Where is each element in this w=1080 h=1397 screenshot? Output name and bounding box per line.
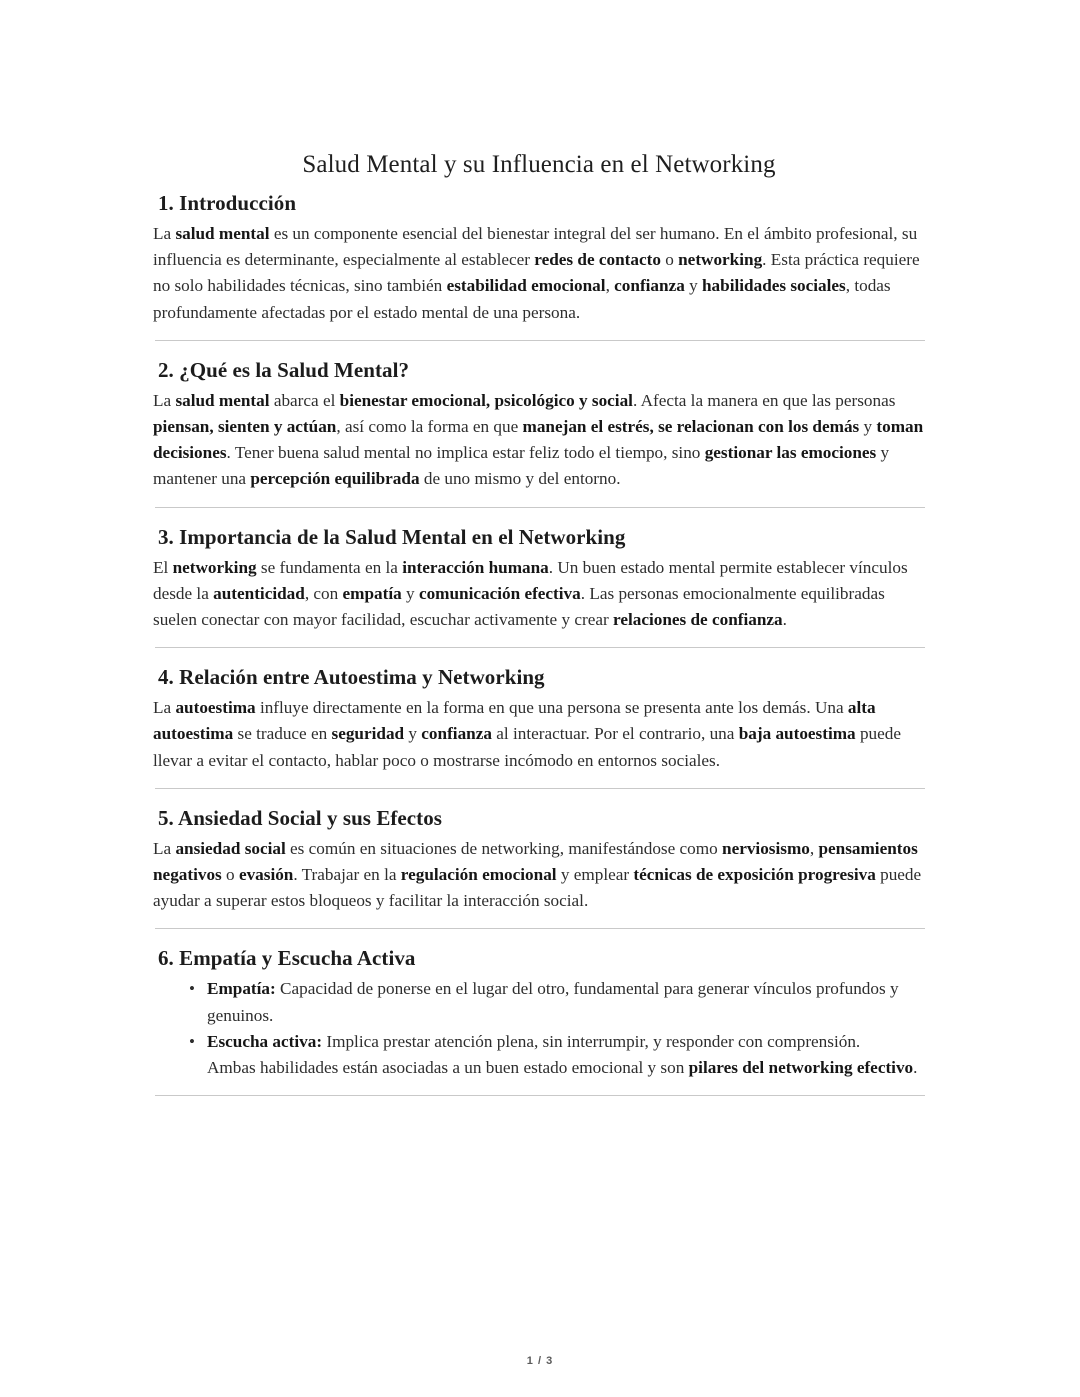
- bullet-list: [153, 976, 925, 1055]
- section-divider: [155, 928, 925, 929]
- section-divider: [155, 647, 925, 648]
- section-introduccion: [153, 188, 925, 326]
- bullet-icon: •: [189, 1031, 195, 1051]
- section-empatia-escucha-activa: [153, 943, 925, 1081]
- section-body: La autoestima influye directamente en la forma en que una persona se presenta ante los demás. Una alta autoestima se traduce en seguridad y confianza al interactuar. Por el contrario, una baja autoestima puede llevar a evitar el contacto, hablar poco o mostrarse incómodo en entornos sociales.: [153, 698, 901, 770]
- section-body: La salud mental es un componente esencial del bienestar integral del ser humano. En el ámbito profesional, su influencia es determinante, especialmente al establecer redes de contacto o networking. Esta práctica requiere no solo habilidades técnicas, sino también estabilidad emocional, confianza y habilidades sociales, todas profundamente afectadas por el estado mental de una persona.: [153, 224, 920, 322]
- section-heading: 5. Ansiedad Social y sus Efectos: [158, 805, 442, 830]
- section-heading: 2. ¿Qué es la Salud Mental?: [158, 357, 410, 382]
- page-title: Salud Mental y su Influencia en el Networking: [302, 151, 776, 178]
- section-body: La ansiedad social es común en situaciones de networking, manifestándose como nerviosismo, pensamientos negativos o evasión. Trabajar en la regulación emocional y emplear técnicas de exposición progresiva puede ayudar a superar estos bloqueos y facilitar la interacción social.: [153, 838, 922, 911]
- section-body: El networking se fundamenta en la interacción humana. Un buen estado mental permite establecer vínculos desde la autenticidad, con empatía y comunicación efectiva. Las personas emocionalmente equilibradas suelen conectar con mayor facilidad, escuchar activamente y crear relaciones de confianza.: [153, 557, 908, 630]
- list-item-text: Escucha activa: Implica prestar atención plena, sin interrumpir, y responder con comprensión.: [207, 1031, 861, 1051]
- section-divider: [155, 788, 925, 789]
- list-item-text: Empatía: Capacidad de ponerse en el lugar del otro, fundamental para generar vínculos profundos y genuinos.: [207, 979, 899, 1025]
- section-divider: [155, 1095, 925, 1096]
- list-item: [153, 976, 925, 1028]
- section-que-es-la-salud-mental: [153, 355, 925, 493]
- section-heading: 1. Introducción: [158, 191, 297, 215]
- section-heading: 4. Relación entre Autoestima y Networking: [158, 665, 545, 690]
- section-divider: [155, 340, 925, 341]
- bullet-icon: •: [189, 979, 195, 999]
- section-ansiedad-social: [153, 803, 925, 915]
- section-heading: 6. Empatía y Escucha Activa: [158, 946, 416, 971]
- document-content: [153, 148, 925, 1110]
- page-number-footer: 1 / 3: [526, 1355, 554, 1367]
- section-body: La salud mental abarca el bienestar emocional, psicológico y social. Afecta la manera en que las personas piensan, sienten y actúan, así como la forma en que manejan el estrés, se relacionan con los demás y toman decisiones. Tener buena salud mental no implica estar feliz todo el tiempo, sino gestionar las emociones y mantener una percepción equilibrada de uno mismo y del entorno.: [153, 390, 924, 489]
- section-closing-text: Ambas habilidades están asociadas a un buen estado emocional y son pilares del networking efectivo.: [207, 1058, 918, 1078]
- section-divider: [155, 507, 925, 508]
- section-heading: 3. Importancia de la Salud Mental en el Networking: [158, 524, 626, 549]
- section-relacion-autoestima-networking: [153, 662, 925, 774]
- list-item: [153, 1029, 925, 1055]
- section-importancia-salud-mental-networking: [153, 522, 925, 634]
